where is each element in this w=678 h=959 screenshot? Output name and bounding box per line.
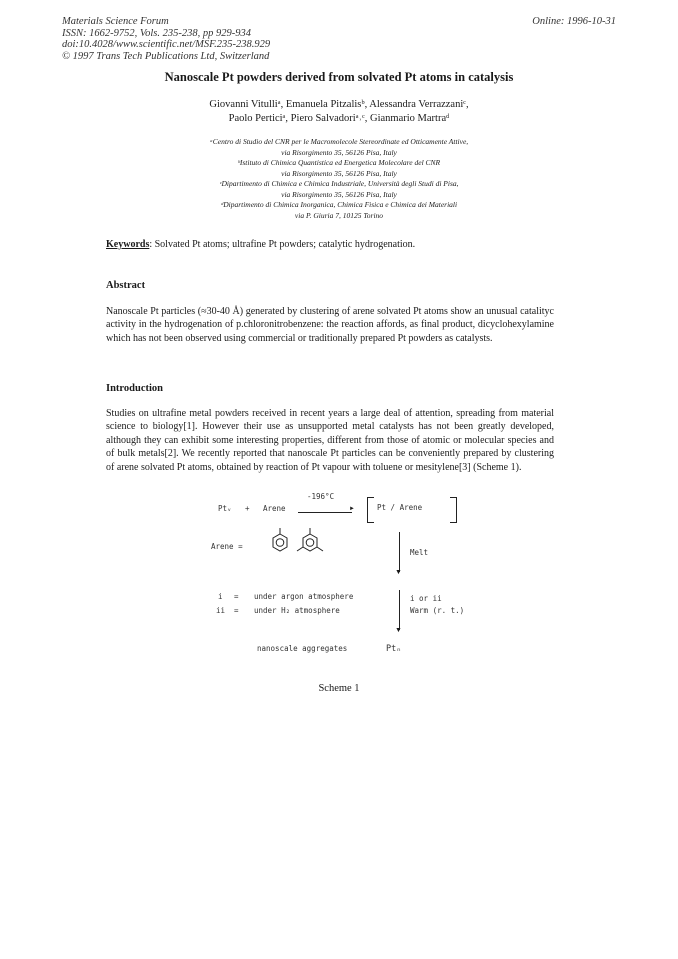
affiliation-line: via Risorgimento 35, 56126 Pisa, Italy xyxy=(281,147,397,157)
affiliation-line: ᶜDipartimento di Chimica e Chimica Industriale, Università degli Studi di Pisa, xyxy=(219,179,459,188)
scheme-1 xyxy=(0,490,678,700)
condition-ii-label: ii xyxy=(216,606,226,615)
right-bracket xyxy=(450,497,457,523)
journal-header xyxy=(62,16,270,62)
copyright-line: © 1997 Trans Tech Publications Ltd, Switzerland xyxy=(62,50,270,62)
condition-ii-text: under H₂ atmosphere xyxy=(254,606,340,615)
nanoscale-label: nanoscale aggregates xyxy=(257,644,348,653)
affiliation-line: ᵃCentro di Studio del CNR per le Macromolecole Stereordinate ed Otticamente Attive, xyxy=(209,137,469,146)
condition-ii-eq: = xyxy=(234,606,239,615)
scheme-product: Pt / Arene xyxy=(377,503,423,512)
issn-line: ISSN: 1662-9752, Vols. 235-238, pp 929-934 xyxy=(62,27,251,39)
abstract-text: Nanoscale Pt particles (≈30-40 Å) generated by clustering of arene solvated Pt atoms show an unusual catalityc activity in the hydrogenation of p.chloronitrobenzene: the reaction affords, as final product, dicyclohexylamine which has not been observed using commercial or traditionally prepared Pt powders as catalysts. xyxy=(106,306,554,344)
affiliation-line: via Risorgimento 35, 56126 Pisa, Italy xyxy=(281,168,397,178)
author-line-1: Giovanni Vitulliᵃ, Emanuela Pitzalisᵇ, Alessandra Verrazzaniᶜ, xyxy=(209,99,469,110)
plus-sign: + xyxy=(245,504,250,513)
step2-condition: i or ii xyxy=(410,594,442,603)
arene-structures-icon xyxy=(268,528,330,556)
scheme-caption: Scheme 1 xyxy=(318,683,360,694)
reaction-arrow xyxy=(298,512,352,513)
introduction-text: Studies on ultrafine metal powders received in recent years a large deal of attention, spreading from material science to biology[1]. However their use as unsupported metal catalysts has not been greatly developed, although they can exhibit some interesting properties, different from those of atomic or molecular species and of bulk metals[2]. We recently reported that nanoscale Pt particles can be conveniently prepared by clustering of arene solvated Pt atoms, obtained by reaction of Pt vapour with toluene or mesitylene[3] (Scheme 1). xyxy=(106,408,554,473)
affiliation-list xyxy=(0,137,678,221)
keywords-label: Keywords xyxy=(106,239,150,250)
pt-n-product: Ptₙ xyxy=(386,644,402,654)
arrow-head-icon: ► xyxy=(349,506,355,512)
arene-equals-label: Arene = xyxy=(211,542,243,551)
condition-i-eq: = xyxy=(234,592,239,601)
paper-title: Nanoscale Pt powders derived from solvated Pt atoms in catalysis xyxy=(164,70,514,84)
reaction-condition: -196°C xyxy=(307,492,335,501)
left-bracket xyxy=(367,497,374,523)
condition-i-text: under argon atmosphere xyxy=(254,592,354,601)
down-arrow-icon: ▼ xyxy=(395,568,402,576)
affiliation-line: ᵈDipartimento di Chimica Inorganica, Chimica Fisica e Chimica dei Materiali xyxy=(220,200,458,209)
melt-arrow xyxy=(399,532,400,572)
melt-label: Melt xyxy=(410,548,429,557)
affiliation-line: via Risorgimento 35, 56126 Pisa, Italy xyxy=(281,189,397,199)
affiliation-line: ᵇIstituto di Chimica Quantistica ed Energetica Molecolare del CNR xyxy=(237,158,441,167)
author-list xyxy=(0,98,678,126)
journal-name: Materials Science Forum xyxy=(62,16,169,27)
warm-arrow xyxy=(399,590,400,630)
down-arrow-icon: ▼ xyxy=(395,626,402,634)
condition-i-label: i xyxy=(218,592,223,601)
reactant-arene: Arene xyxy=(263,504,286,513)
step2-warm: Warm (r. t.) xyxy=(410,606,465,615)
reactant-pt: Ptᵥ xyxy=(218,504,232,513)
keywords xyxy=(106,238,554,251)
affiliation-line: via P. Giuria 7, 10125 Torino xyxy=(294,210,384,220)
doi-link[interactable]: doi:10.4028/www.scientific.net/MSF.235-238.929 xyxy=(62,39,271,50)
introduction-heading: Introduction xyxy=(106,383,163,394)
abstract-heading: Abstract xyxy=(106,280,146,291)
online-date: Online: 1996-10-31 xyxy=(532,16,616,27)
author-line-2: Paolo Perticiᵃ, Piero Salvadoriᵃ˒ᶜ, Gianmario Martraᵈ xyxy=(228,113,450,124)
keywords-text: : Solvated Pt atoms; ultrafine Pt powders; catalytic hydrogenation. xyxy=(149,239,416,250)
